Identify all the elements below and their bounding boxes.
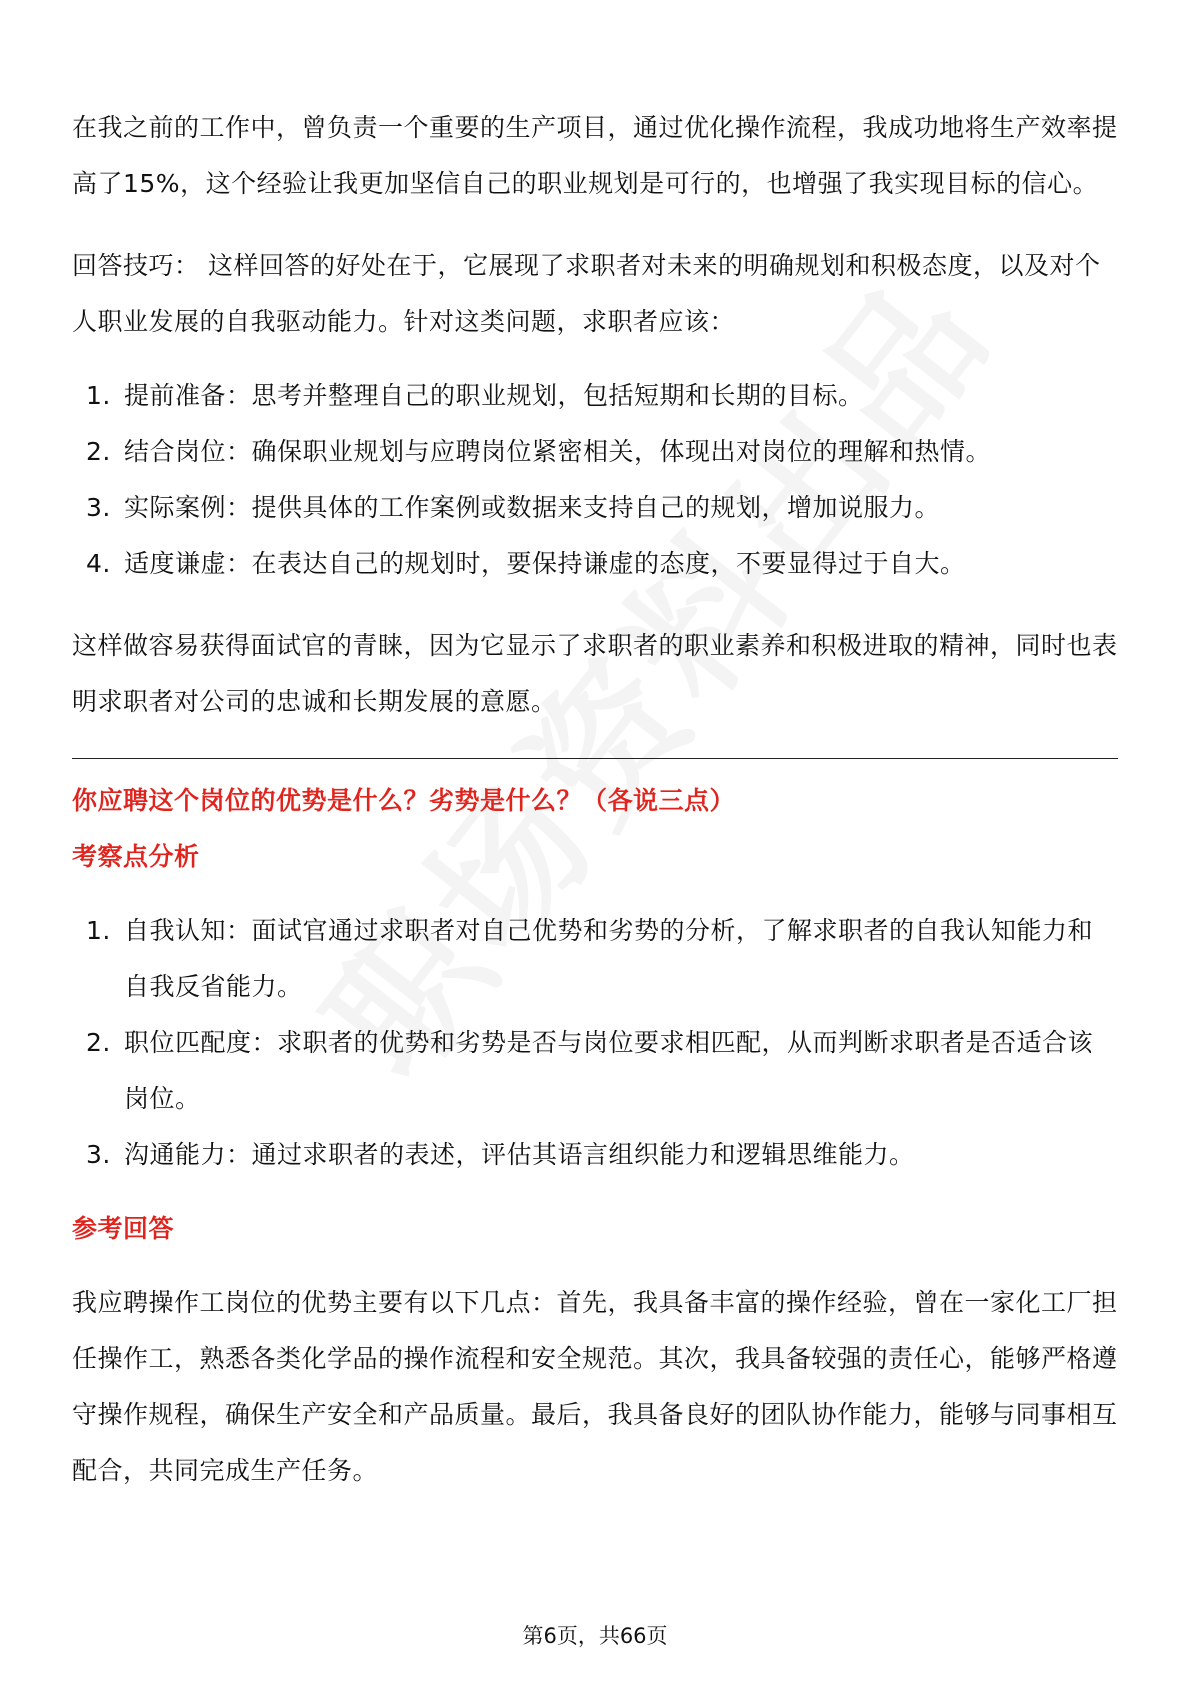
list-item	[72, 480, 1118, 536]
list-item-number: 1.	[86, 916, 111, 945]
list-item	[72, 536, 1118, 592]
list-item-text: 结合岗位：确保职业规划与应聘岗位紧密相关，体现出对岗位的理解和热情。	[124, 437, 992, 466]
list-item-text: 适度谦虚：在表达自己的规划时，要保持谦虚的态度，不要显得过于自大。	[124, 549, 966, 578]
list-item-number: 3.	[86, 1140, 111, 1169]
list-item-number: 3.	[86, 493, 111, 522]
list-item-text: 自我认知：面试官通过求职者对自己优势和劣势的分析，了解求职者的自我认知能力和自我反省能力。	[124, 916, 1094, 1001]
section-divider	[72, 758, 1118, 759]
list-item	[72, 1015, 1118, 1127]
list-item-number: 2.	[86, 1028, 111, 1057]
reference-paragraph: 我应聘操作工岗位的优势主要有以下几点：首先，我具备丰富的操作经验，曾在一家化工厂担任操作工，熟悉各类化学品的操作流程和安全规范。其次，我具备较强的责任心，能够严格遵守操作规程，确保生产安全和产品质量。最后，我具备良好的团队协作能力，能够与同事相互配合，共同完成生产任务。	[72, 1288, 1118, 1485]
list-item-text: 沟通能力：通过求职者的表述，评估其语言组织能力和逻辑思维能力。	[124, 1140, 915, 1169]
page-footer: 第6页，共66页	[522, 1624, 668, 1648]
list-item-number: 4.	[86, 549, 111, 578]
list-item-text: 职位匹配度：求职者的优势和劣势是否与岗位要求相匹配，从而判断求职者是否适合该岗位。	[124, 1028, 1094, 1113]
reference-heading: 参考回答	[72, 1214, 175, 1243]
list-item-text: 提前准备：思考并整理自己的职业规划，包括短期和长期的目标。	[124, 381, 864, 410]
tips-paragraph: 回答技巧： 这样回答的好处在于，它展现了求职者对未来的明确规划和积极态度，以及对个人职业发展的自我驱动能力。针对这类问题，求职者应该：	[72, 251, 1101, 336]
analysis-heading: 考察点分析	[72, 842, 200, 871]
list-item-number: 2.	[86, 437, 111, 466]
closing-paragraph: 这样做容易获得面试官的青睐，因为它显示了求职者的职业素养和积极进取的精神，同时也表明求职者对公司的忠诚和长期发展的意愿。	[72, 631, 1118, 716]
list-item	[72, 903, 1118, 1015]
list-item	[72, 1127, 1118, 1183]
analysis-list	[72, 903, 1118, 1183]
question-heading: 你应聘这个岗位的优势是什么？劣势是什么？（各说三点）	[72, 786, 736, 815]
list-item	[72, 368, 1118, 424]
list-item	[72, 424, 1118, 480]
intro-paragraph: 在我之前的工作中，曾负责一个重要的生产项目，通过优化操作流程，我成功地将生产效率提高了15%，这个经验让我更加坚信自己的职业规划是可行的，也增强了我实现目标的信心。	[72, 113, 1118, 198]
list-item-number: 1.	[86, 381, 111, 410]
list-item-text: 实际案例：提供具体的工作案例或数据来支持自己的规划，增加说服力。	[124, 493, 941, 522]
tips-list	[72, 368, 1118, 592]
page-content	[72, 100, 1118, 1499]
